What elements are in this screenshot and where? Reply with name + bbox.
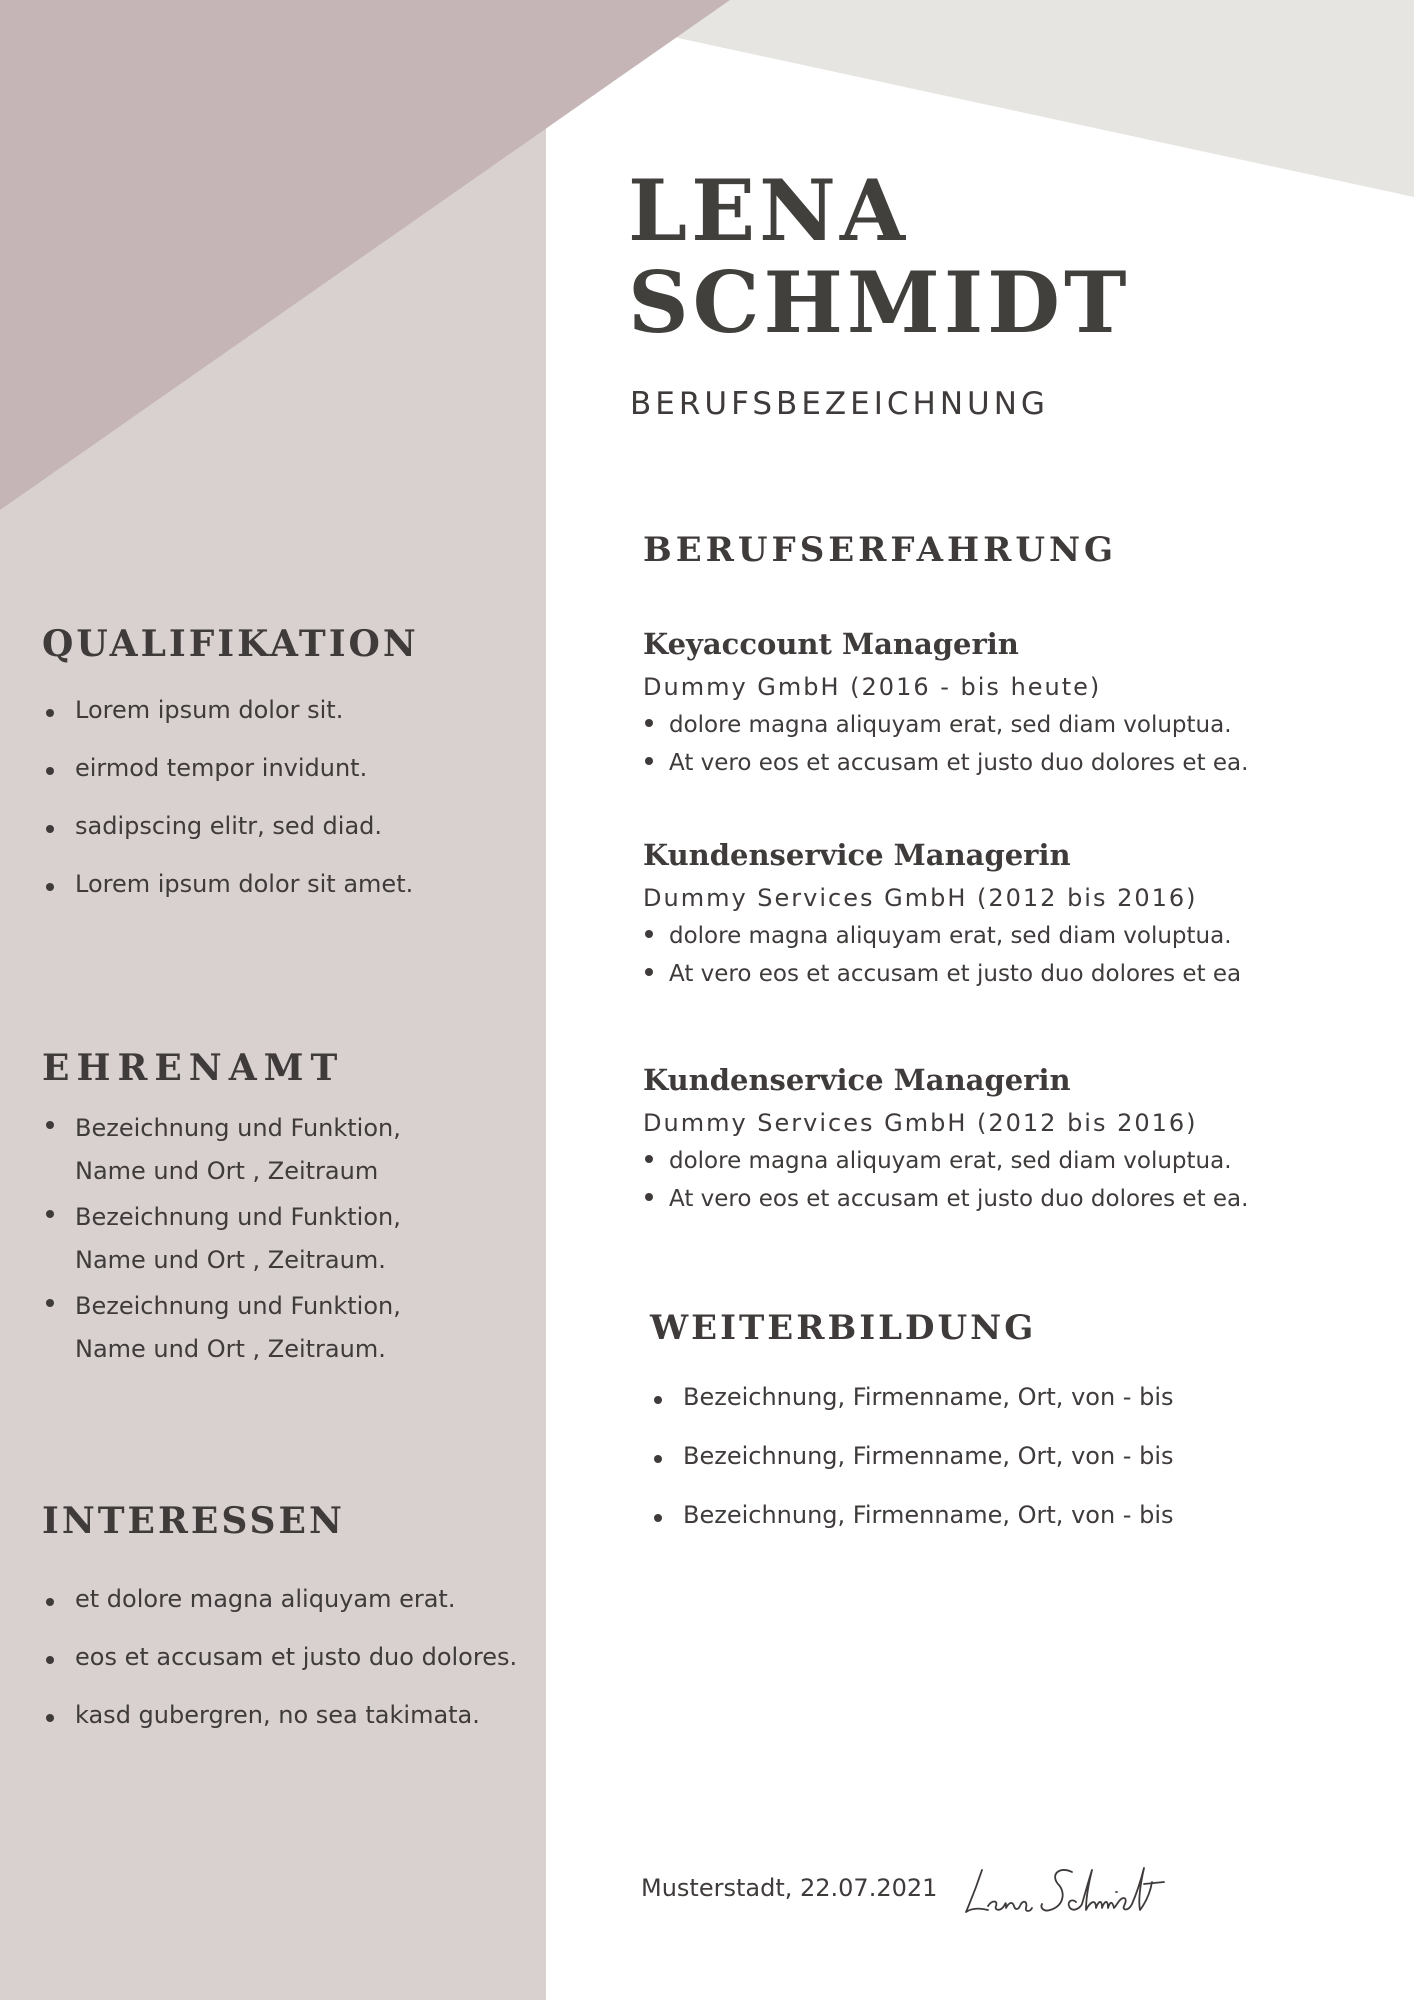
qualifikation-section xyxy=(42,623,532,927)
list-item: Bezeichnung, Firmenname, Ort, von - bis xyxy=(650,1441,1350,1471)
list-item: eos et accusam et justo duo dolores. xyxy=(42,1642,542,1672)
list-item: dolore magna aliquyam erat, sed diam voluptua. xyxy=(643,1142,1343,1180)
ehrenamt-list xyxy=(42,1107,532,1371)
list-item: Bezeichnung, Firmenname, Ort, von - bis xyxy=(650,1382,1350,1412)
list-item: dolore magna aliquyam erat, sed diam voluptua. xyxy=(643,917,1343,955)
list-item: kasd gubergren, no sea takimata. xyxy=(42,1700,542,1730)
ehrenamt-section xyxy=(42,1047,532,1374)
volunteer-details: Name und Ort , Zeitraum xyxy=(75,1157,379,1185)
list-item: et dolore magna aliquyam erat. xyxy=(42,1584,542,1614)
list-item: sadipscing elitr, sed diad. xyxy=(42,811,532,841)
list-item: Bezeichnung, Firmenname, Ort, von - bis xyxy=(650,1500,1350,1530)
berufserfahrung-heading: BERUFSERFAHRUNG xyxy=(643,530,1118,570)
list-item xyxy=(42,1107,532,1193)
list-item xyxy=(42,1285,532,1371)
list-item xyxy=(42,1196,532,1282)
job-role: Kundenservice Managerin xyxy=(643,1063,1071,1097)
place-and-date: Musterstadt, 22.07.2021 xyxy=(641,1874,938,1902)
list-item: Lorem ipsum dolor sit. xyxy=(42,695,532,725)
job-entry xyxy=(643,1063,1343,1218)
volunteer-role: Bezeichnung und Funktion, xyxy=(75,1203,401,1231)
list-item: dolore magna aliquyam erat, sed diam voluptua. xyxy=(643,706,1343,744)
weiterbildung-section xyxy=(650,1308,1350,1559)
qualifikation-list xyxy=(42,695,532,899)
list-item: At vero eos et accusam et justo duo dolores et ea xyxy=(643,955,1343,993)
job-title: BERUFSBEZEICHNUNG xyxy=(630,386,1049,422)
job-company: Dummy Services GmbH (2012 bis 2016) xyxy=(643,1109,1198,1137)
volunteer-role: Bezeichnung und Funktion, xyxy=(75,1114,401,1142)
last-name: SCHMIDT xyxy=(628,253,1131,352)
qualifikation-heading: QUALIFIKATION xyxy=(42,623,419,665)
job-bullets xyxy=(643,706,1343,782)
job-role: Keyaccount Managerin xyxy=(643,627,1019,661)
volunteer-details: Name und Ort , Zeitraum. xyxy=(75,1335,386,1363)
candidate-name xyxy=(628,161,1131,352)
interessen-section xyxy=(42,1500,542,1758)
list-item: Lorem ipsum dolor sit amet. xyxy=(42,869,532,899)
volunteer-details: Name und Ort , Zeitraum. xyxy=(75,1246,386,1274)
job-company: Dummy GmbH (2016 - bis heute) xyxy=(643,673,1102,701)
job-bullets xyxy=(643,1142,1343,1218)
job-entry xyxy=(643,838,1343,993)
ehrenamt-heading: EHRENAMT xyxy=(42,1047,345,1089)
weiterbildung-heading: WEITERBILDUNG xyxy=(650,1308,1037,1348)
list-item: At vero eos et accusam et justo duo dolores et ea. xyxy=(643,744,1343,782)
handwritten-signature xyxy=(960,1862,1180,1922)
list-item: At vero eos et accusam et justo duo dolores et ea. xyxy=(643,1180,1343,1218)
volunteer-role: Bezeichnung und Funktion, xyxy=(75,1292,401,1320)
interessen-list xyxy=(42,1584,542,1730)
job-role: Kundenservice Managerin xyxy=(643,838,1071,872)
job-company: Dummy Services GmbH (2012 bis 2016) xyxy=(643,884,1198,912)
interessen-heading: INTERESSEN xyxy=(42,1500,345,1542)
weiterbildung-list xyxy=(650,1382,1350,1530)
job-entry xyxy=(643,627,1343,782)
job-bullets xyxy=(643,917,1343,993)
list-item: eirmod tempor invidunt. xyxy=(42,753,532,783)
first-name: LENA xyxy=(628,161,910,260)
